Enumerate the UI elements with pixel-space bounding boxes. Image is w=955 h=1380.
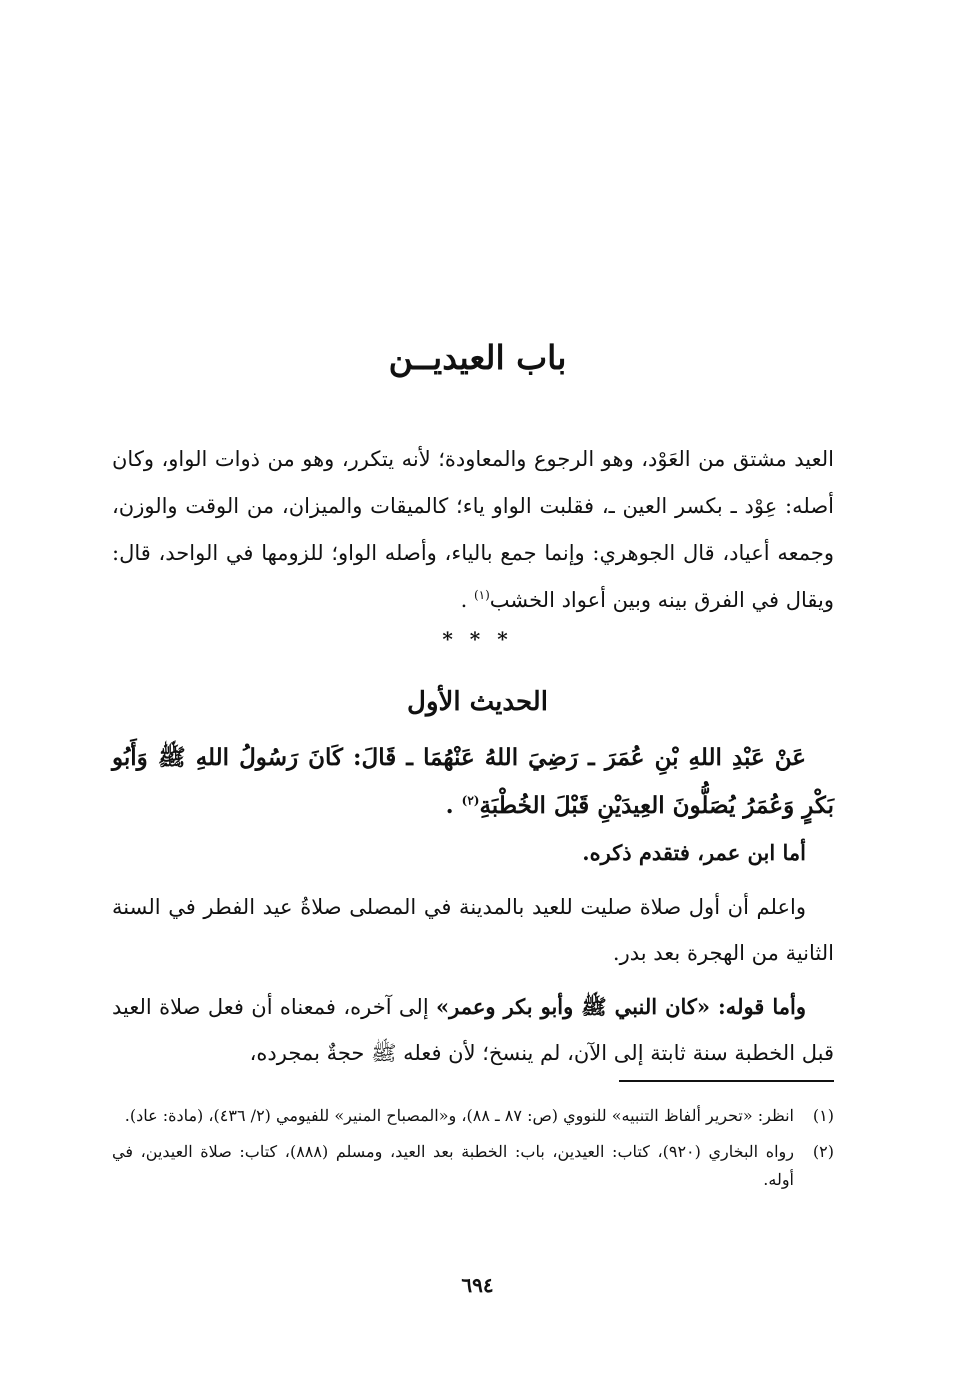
- section-separator: * * *: [442, 627, 513, 651]
- page-number: ٦٩٤: [461, 1273, 494, 1297]
- footnote-divider: [619, 1080, 834, 1082]
- commentary-paragraph: [112, 830, 834, 876]
- chapter-title: باب العيديــن: [388, 338, 567, 377]
- hadith-end: .: [445, 792, 462, 819]
- footnote-1: [112, 1102, 834, 1130]
- paragraph-text: إلى آخره، فمعناه أن فعل صلاة العيد قبل الخطبة سنة ثابتة إلى الآن، لم ينسخ؛ لأن فعله ﷺ حجةٌ بمجرده،: [112, 995, 834, 1065]
- intro-paragraph: [112, 436, 834, 624]
- intro-text: العيد مشتق من العَوْد، وهو الرجوع والمعاودة؛ لأنه يتكرر، وهو من ذوات الواو، وكان أصله: عِوْد ـ بكسر العين ـ، فقلبت الواو ياء؛ كالميقات والميزان، من الوقت والوزن، وجمعه أعياد، قال الجوهري: وإنما جمع بالياء، وأصله الواو؛ للزومها في الواحد، قال: ويقال في الفرق بينه وبين أعواد الخشب: [112, 447, 834, 612]
- hadith-title: الحديث الأول: [407, 687, 548, 717]
- paragraph-lead: وأما قوله: «كان النبي ﷺ وأبو بكر وعمر»: [436, 994, 806, 1019]
- commentary: [112, 830, 834, 1084]
- paragraph-lead: أما ابن عمر، فتقدم ذكره.: [582, 840, 806, 865]
- footnote-text: انظر: «تحرير ألفاظ التنبيه» للنووي (ص: ٨٧ ـ ٨٨)، و«المصباح المنير» للفيومي (٢/ ٤٣٦)، (مادة: عاد).: [124, 1106, 794, 1125]
- footnotes: [112, 1102, 834, 1202]
- footnote-number: (١): [812, 1106, 834, 1125]
- hadith-text-block: [112, 734, 834, 830]
- commentary-paragraph: [112, 984, 834, 1076]
- footnote-ref-2[interactable]: (٢): [461, 793, 480, 808]
- intro-end: .: [460, 588, 474, 612]
- footnote-ref-1[interactable]: (١): [473, 588, 490, 602]
- hadith-text: عَنْ عَبْدِ اللهِ بْنِ عُمَرَ ـ رَضِيَ اللهُ عَنْهُمَا ـ قَالَ: كَانَ رَسُولُ اللهِ ﷺ وَأَبُو بَكْرٍ وَعُمَرُ يُصَلُّونَ العِيدَيْنِ قَبْلَ الخُطْبَةِ: [112, 744, 834, 819]
- footnote-2: [112, 1138, 834, 1194]
- commentary-paragraph: [112, 884, 834, 976]
- footnote-text: رواه البخاري (٩٢٠)، كتاب: العيدين، باب: الخطبة بعد العيد، ومسلم (٨٨٨)، كتاب: صلاة العيدين، في أوله.: [112, 1142, 794, 1189]
- footnote-number: (٢): [812, 1142, 834, 1161]
- paragraph-text: واعلم أن أول صلاة صليت للعيد بالمدينة في المصلى صلاةُ عيد الفطر في السنة الثانية من الهجرة بعد بدر.: [112, 895, 834, 965]
